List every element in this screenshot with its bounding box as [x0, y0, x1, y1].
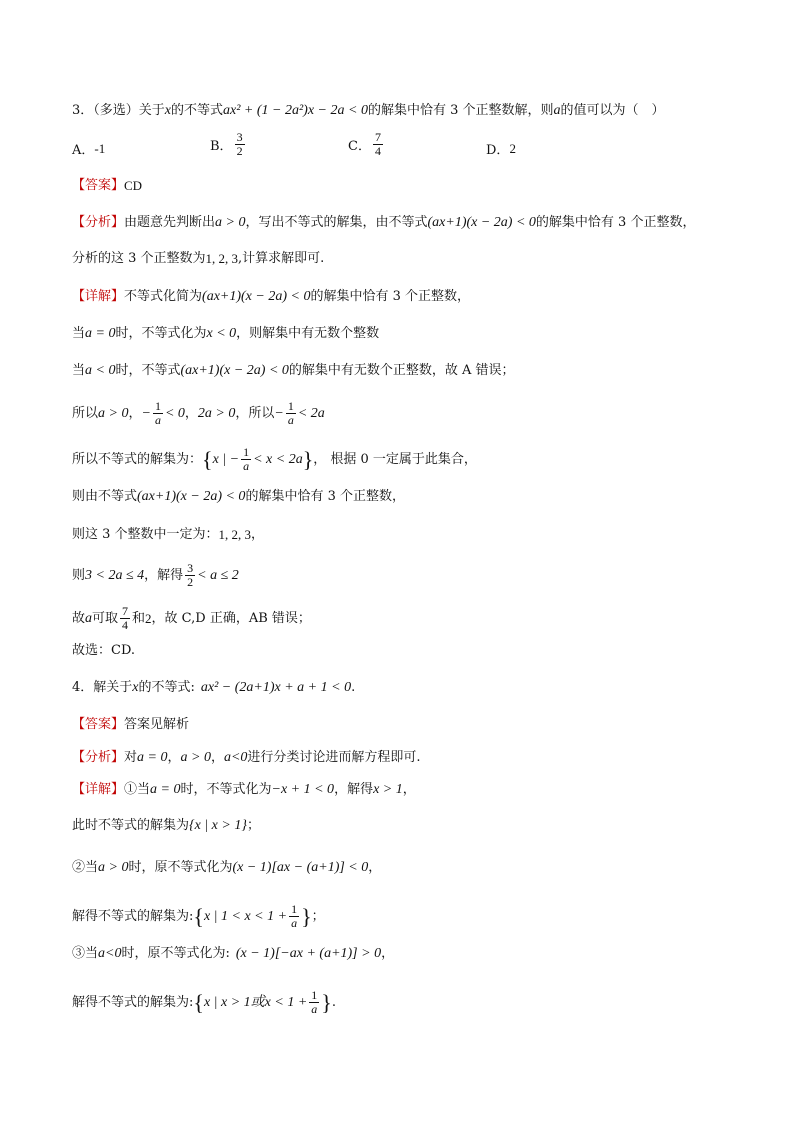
math: (x − 1)[−ax + (a+1)] > 0 [235, 946, 382, 961]
detail-tag: 【详解】 [72, 782, 125, 797]
q4-detail-line-3 [72, 859, 381, 877]
math: x > 1 [373, 782, 403, 797]
numerator: 3 [187, 561, 194, 575]
left-brace: { [193, 989, 204, 1015]
fraction-7-over-4 [120, 605, 130, 632]
text: ，故 C,D 正确，AB 错误； [151, 610, 311, 626]
q3-inequality: ax² + (1 − 2a²)x − 2a < 0 [223, 103, 368, 118]
right-brace: } [302, 446, 314, 472]
q3-stem [72, 102, 665, 120]
option-d [486, 139, 516, 158]
analysis-tag: 【分析】 [72, 215, 125, 230]
math: a > 0 [180, 750, 211, 765]
q4-inequality: ax² − (2a+1)x + a + 1 < 0 [200, 680, 352, 695]
text: ②当 [72, 860, 99, 875]
text: ，所以 [235, 405, 275, 421]
q4-detail-line-5 [72, 945, 394, 963]
q3-choose [72, 642, 135, 660]
text: . [351, 680, 356, 695]
q4-detail-line-2 [72, 817, 260, 835]
q3-prefix: 3．（多选）关于 [72, 103, 165, 118]
q3-detail-line-4 [72, 400, 325, 427]
q3-ineq-label: 的不等式 [171, 103, 224, 118]
math: (x − 1)[ax − (a+1)] < 0 [232, 860, 369, 875]
math: − [141, 405, 151, 421]
fraction-1-over-a [153, 400, 163, 427]
text: 时，不等式化为 [180, 782, 272, 797]
q3-detail-line-8 [72, 562, 239, 589]
math: x | x > 1或x < 1 + [203, 994, 308, 1010]
option-d-value: 2 [509, 140, 516, 156]
text: 时，不等式 [115, 363, 181, 378]
text: ， [381, 946, 395, 961]
text: 当 [72, 326, 86, 341]
math: (ax+1)(x − 2a) < 0 [427, 215, 536, 230]
fraction-1-over-a [241, 446, 251, 473]
option-d-key: D． [486, 143, 510, 158]
left-brace: { [202, 446, 213, 472]
math: −x + 1 < 0 [271, 782, 335, 797]
text: 由题意先判断出 [124, 215, 216, 230]
math: a = 0 [150, 782, 181, 797]
text: ,计算求解即可. [238, 251, 325, 266]
math: < a ≤ 2 [197, 567, 239, 583]
math: (ax+1)(x − 2a) < 0 [202, 289, 311, 304]
denominator: a [154, 413, 161, 427]
text: 故选：CD. [72, 643, 136, 658]
math: a = 0 [85, 326, 116, 341]
text: 故 [72, 610, 86, 626]
q4-detail-line-6 [72, 989, 336, 1016]
math: x | 1 < x < 1 + [203, 908, 288, 924]
denominator: a [243, 459, 250, 473]
option-c-key: C． [348, 139, 371, 154]
option-c-fraction [373, 131, 383, 158]
option-b-fraction [235, 131, 245, 158]
text: 解得不等式的解集为: [72, 994, 194, 1010]
math: < 0 [164, 405, 185, 421]
text: ， [368, 860, 382, 875]
math: a [85, 610, 93, 626]
math: 2 [145, 610, 152, 626]
q3-suffix: 的解集中恰有 3 个正整数解，则 [367, 103, 554, 118]
numerator: 7 [374, 130, 381, 144]
text: . [331, 994, 336, 1010]
left-brace: { [193, 903, 204, 929]
math: (ax+1)(x − 2a) < 0 [137, 489, 246, 504]
math: a > 0 [215, 215, 246, 230]
math: a > 0 [98, 405, 129, 421]
numerator: 7 [122, 604, 129, 618]
text: ， [167, 750, 181, 765]
numerator: 1 [291, 902, 298, 916]
fraction-1-over-a [309, 989, 319, 1016]
q3-detail-line-2 [72, 325, 379, 343]
text: 则 [72, 567, 86, 583]
option-a [72, 139, 105, 158]
math: 1, 2, 3 [218, 527, 252, 542]
text: 可取 [92, 610, 119, 626]
text: ， [210, 750, 224, 765]
text: 的解集中恰有 3 个正整数， [535, 215, 696, 230]
text: 当 [72, 363, 86, 378]
math: a < 0 [85, 363, 116, 378]
text: ①当 [124, 782, 151, 797]
math: 1, 2, 3 [205, 251, 239, 266]
q4-stem [72, 679, 355, 697]
text: 则由不等式 [72, 489, 138, 504]
text: 分析的这 3 个正整数为 [72, 251, 206, 266]
numerator: 1 [243, 445, 250, 459]
denominator: a [311, 1002, 318, 1016]
right-brace: } [301, 903, 312, 929]
text: ，解得 [144, 567, 184, 583]
text: 所以 [72, 405, 99, 421]
var-x: x [164, 103, 171, 118]
denominator: a [291, 916, 298, 930]
detail-tag: 【详解】 [72, 289, 125, 304]
math: {x | x > 1} [189, 818, 247, 833]
var-a: a [553, 103, 561, 118]
text: ，则解集中有无数个整数 [236, 326, 380, 341]
denominator: 4 [374, 144, 381, 158]
math: 3 < 2a ≤ 4 [85, 567, 145, 583]
analysis-tag: 【分析】 [72, 750, 125, 765]
text: 的解集中有无数个正整数，故 A 错误； [288, 363, 515, 378]
q3-detail-line-1 [72, 288, 470, 306]
text: 则这 3 个整数中一定为： [72, 527, 219, 542]
text: ， [251, 527, 265, 542]
text: 进行分类讨论进而解方程即可. [247, 750, 421, 765]
text: 解得不等式的解集为: [72, 908, 194, 924]
q3-detail-line-5 [72, 446, 477, 473]
text: ， [128, 405, 142, 421]
q4-detail-line-4 [72, 903, 325, 930]
text: 时，原不等式化为: [121, 946, 230, 961]
math: 2a > 0 [197, 405, 236, 421]
q4-answer [72, 716, 189, 734]
text: ； [311, 908, 325, 924]
math: < 2a [297, 405, 325, 421]
q3-analysis-line-2 [72, 250, 324, 268]
text: 和 [132, 610, 146, 626]
text: 的不等式: [138, 680, 195, 695]
right-brace: } [321, 989, 332, 1015]
text: ， [184, 405, 198, 421]
q3-detail-line-9 [72, 605, 311, 632]
text: 所以不等式的解集为： [72, 451, 203, 467]
fraction-1-over-a [289, 903, 299, 930]
math: (ax+1)(x − 2a) < 0 [180, 363, 289, 378]
math: a = 0 [137, 750, 168, 765]
option-b-key: B． [210, 139, 233, 154]
q3-answer [72, 177, 142, 195]
numerator: 1 [154, 399, 161, 413]
denominator: 2 [187, 575, 194, 589]
denominator: 2 [236, 144, 243, 158]
math: x < 0 [206, 326, 237, 341]
text: 的解集中恰有 3 个正整数， [245, 489, 405, 504]
denominator: a [287, 413, 294, 427]
numerator: 3 [236, 130, 243, 144]
text: ，解得 [334, 782, 374, 797]
q3-detail-line-3 [72, 362, 515, 380]
text: ， 根据 0 一定属于此集合， [313, 451, 477, 467]
q3-detail-line-7 [72, 526, 264, 544]
fraction-3-over-2 [185, 562, 195, 589]
math: a<0 [223, 750, 248, 765]
text: 对 [124, 750, 138, 765]
answer-value: CD [124, 178, 143, 193]
text: ， [402, 782, 416, 797]
math: < x < 2a [253, 451, 303, 467]
q3-detail-line-6 [72, 488, 405, 506]
math: − [274, 405, 284, 421]
var-x: x [132, 680, 139, 695]
option-a-key: A． [72, 143, 95, 158]
fraction-1-over-a [286, 400, 296, 427]
text: ，写出不等式的解集，由不等式 [245, 215, 428, 230]
option-a-value: -1 [94, 140, 106, 156]
answer-tag: 【答案】 [72, 717, 125, 732]
q4-analysis [72, 749, 421, 767]
text: ； [246, 818, 260, 833]
numerator: 1 [311, 988, 318, 1002]
q4-prefix: 4．解关于 [72, 680, 133, 695]
q3-analysis-line-1 [72, 214, 695, 232]
text: 时，原不等式化为 [128, 860, 233, 875]
denominator: 4 [122, 618, 129, 632]
option-c [348, 131, 385, 158]
text: 的解集中恰有 3 个正整数， [310, 289, 470, 304]
option-b [210, 131, 247, 158]
math: a > 0 [98, 860, 129, 875]
math: x | − [212, 451, 240, 467]
text: 时，不等式化为 [115, 326, 207, 341]
numerator: 1 [287, 399, 294, 413]
math: a<0 [98, 946, 122, 961]
text: 此时不等式的解集为 [72, 818, 190, 833]
answer-tag: 【答案】 [72, 178, 125, 193]
q4-detail-line-1 [72, 781, 416, 799]
q3-end: 的值可以为（ ） [560, 103, 665, 118]
text: 不等式化简为 [124, 289, 203, 304]
text: ③当 [72, 946, 99, 961]
answer-value: 答案见解析 [124, 717, 190, 732]
